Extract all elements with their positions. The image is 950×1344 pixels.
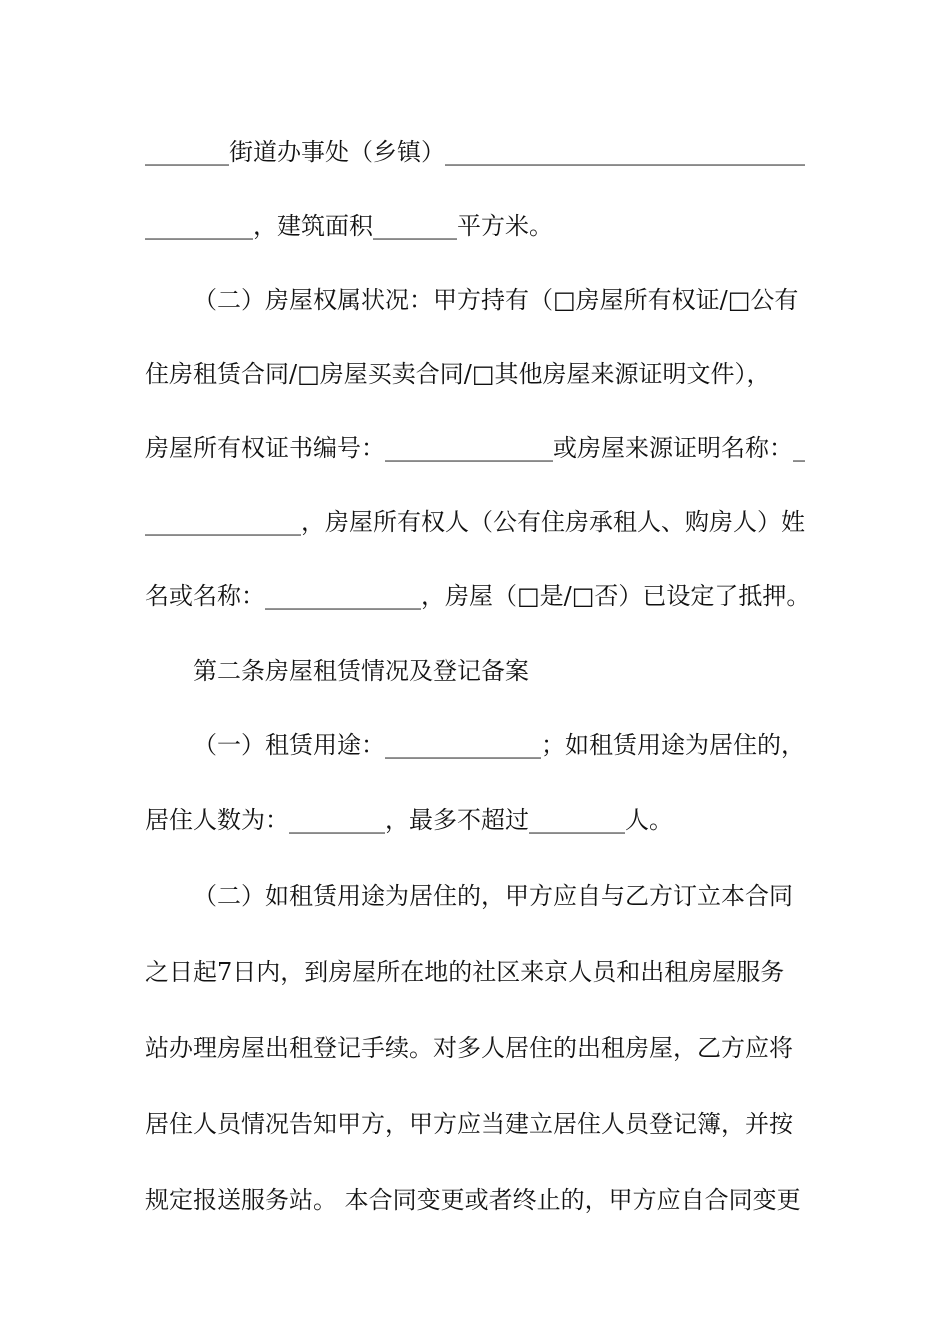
text-line-15: 规定报送服务站。 本合同变更或者终止的，甲方应自合同变更 (145, 1186, 801, 1214)
text-line-2: _________，建筑面积_______平方米。 (145, 212, 553, 240)
text-line-7: 名或名称：_____________，房屋（□是/□否）已设定了抵押。 (145, 582, 811, 610)
text-line-12: 之日起7日内，到房屋所在地的社区来京人员和出租房屋服务 (145, 958, 785, 986)
text-line-1: _______街道办事处（乡镇）______________________________ (145, 138, 805, 166)
text-line-5: 房屋所有权证书编号：______________或房屋来源证明名称：_ (145, 434, 805, 462)
text-line-4: 住房租赁合同/□房屋买卖合同/□其他房屋来源证明文件）， (145, 360, 771, 388)
text-line-14: 居住人员情况告知甲方，甲方应当建立居住人员登记簿，并按 (145, 1110, 793, 1138)
text-line-9: （一）租赁用途：_____________；如租赁用途为居住的， (193, 731, 805, 759)
text-line-11: （二）如租赁用途为居住的，甲方应自与乙方订立本合同 (193, 882, 793, 910)
text-line-6: _____________，房屋所有权人（公有住房承租人、购房人）姓 (145, 508, 805, 536)
section-heading: 第二条房屋租赁情况及登记备案 (193, 657, 529, 685)
text-line-3: （二）房屋权属状况：甲方持有（□房屋所有权证/□公有 (193, 286, 799, 314)
text-line-13: 站办理房屋出租登记手续。对多人居住的出租房屋，乙方应将 (145, 1034, 793, 1062)
text-line-10: 居住人数为：________，最多不超过________人。 (145, 806, 673, 834)
